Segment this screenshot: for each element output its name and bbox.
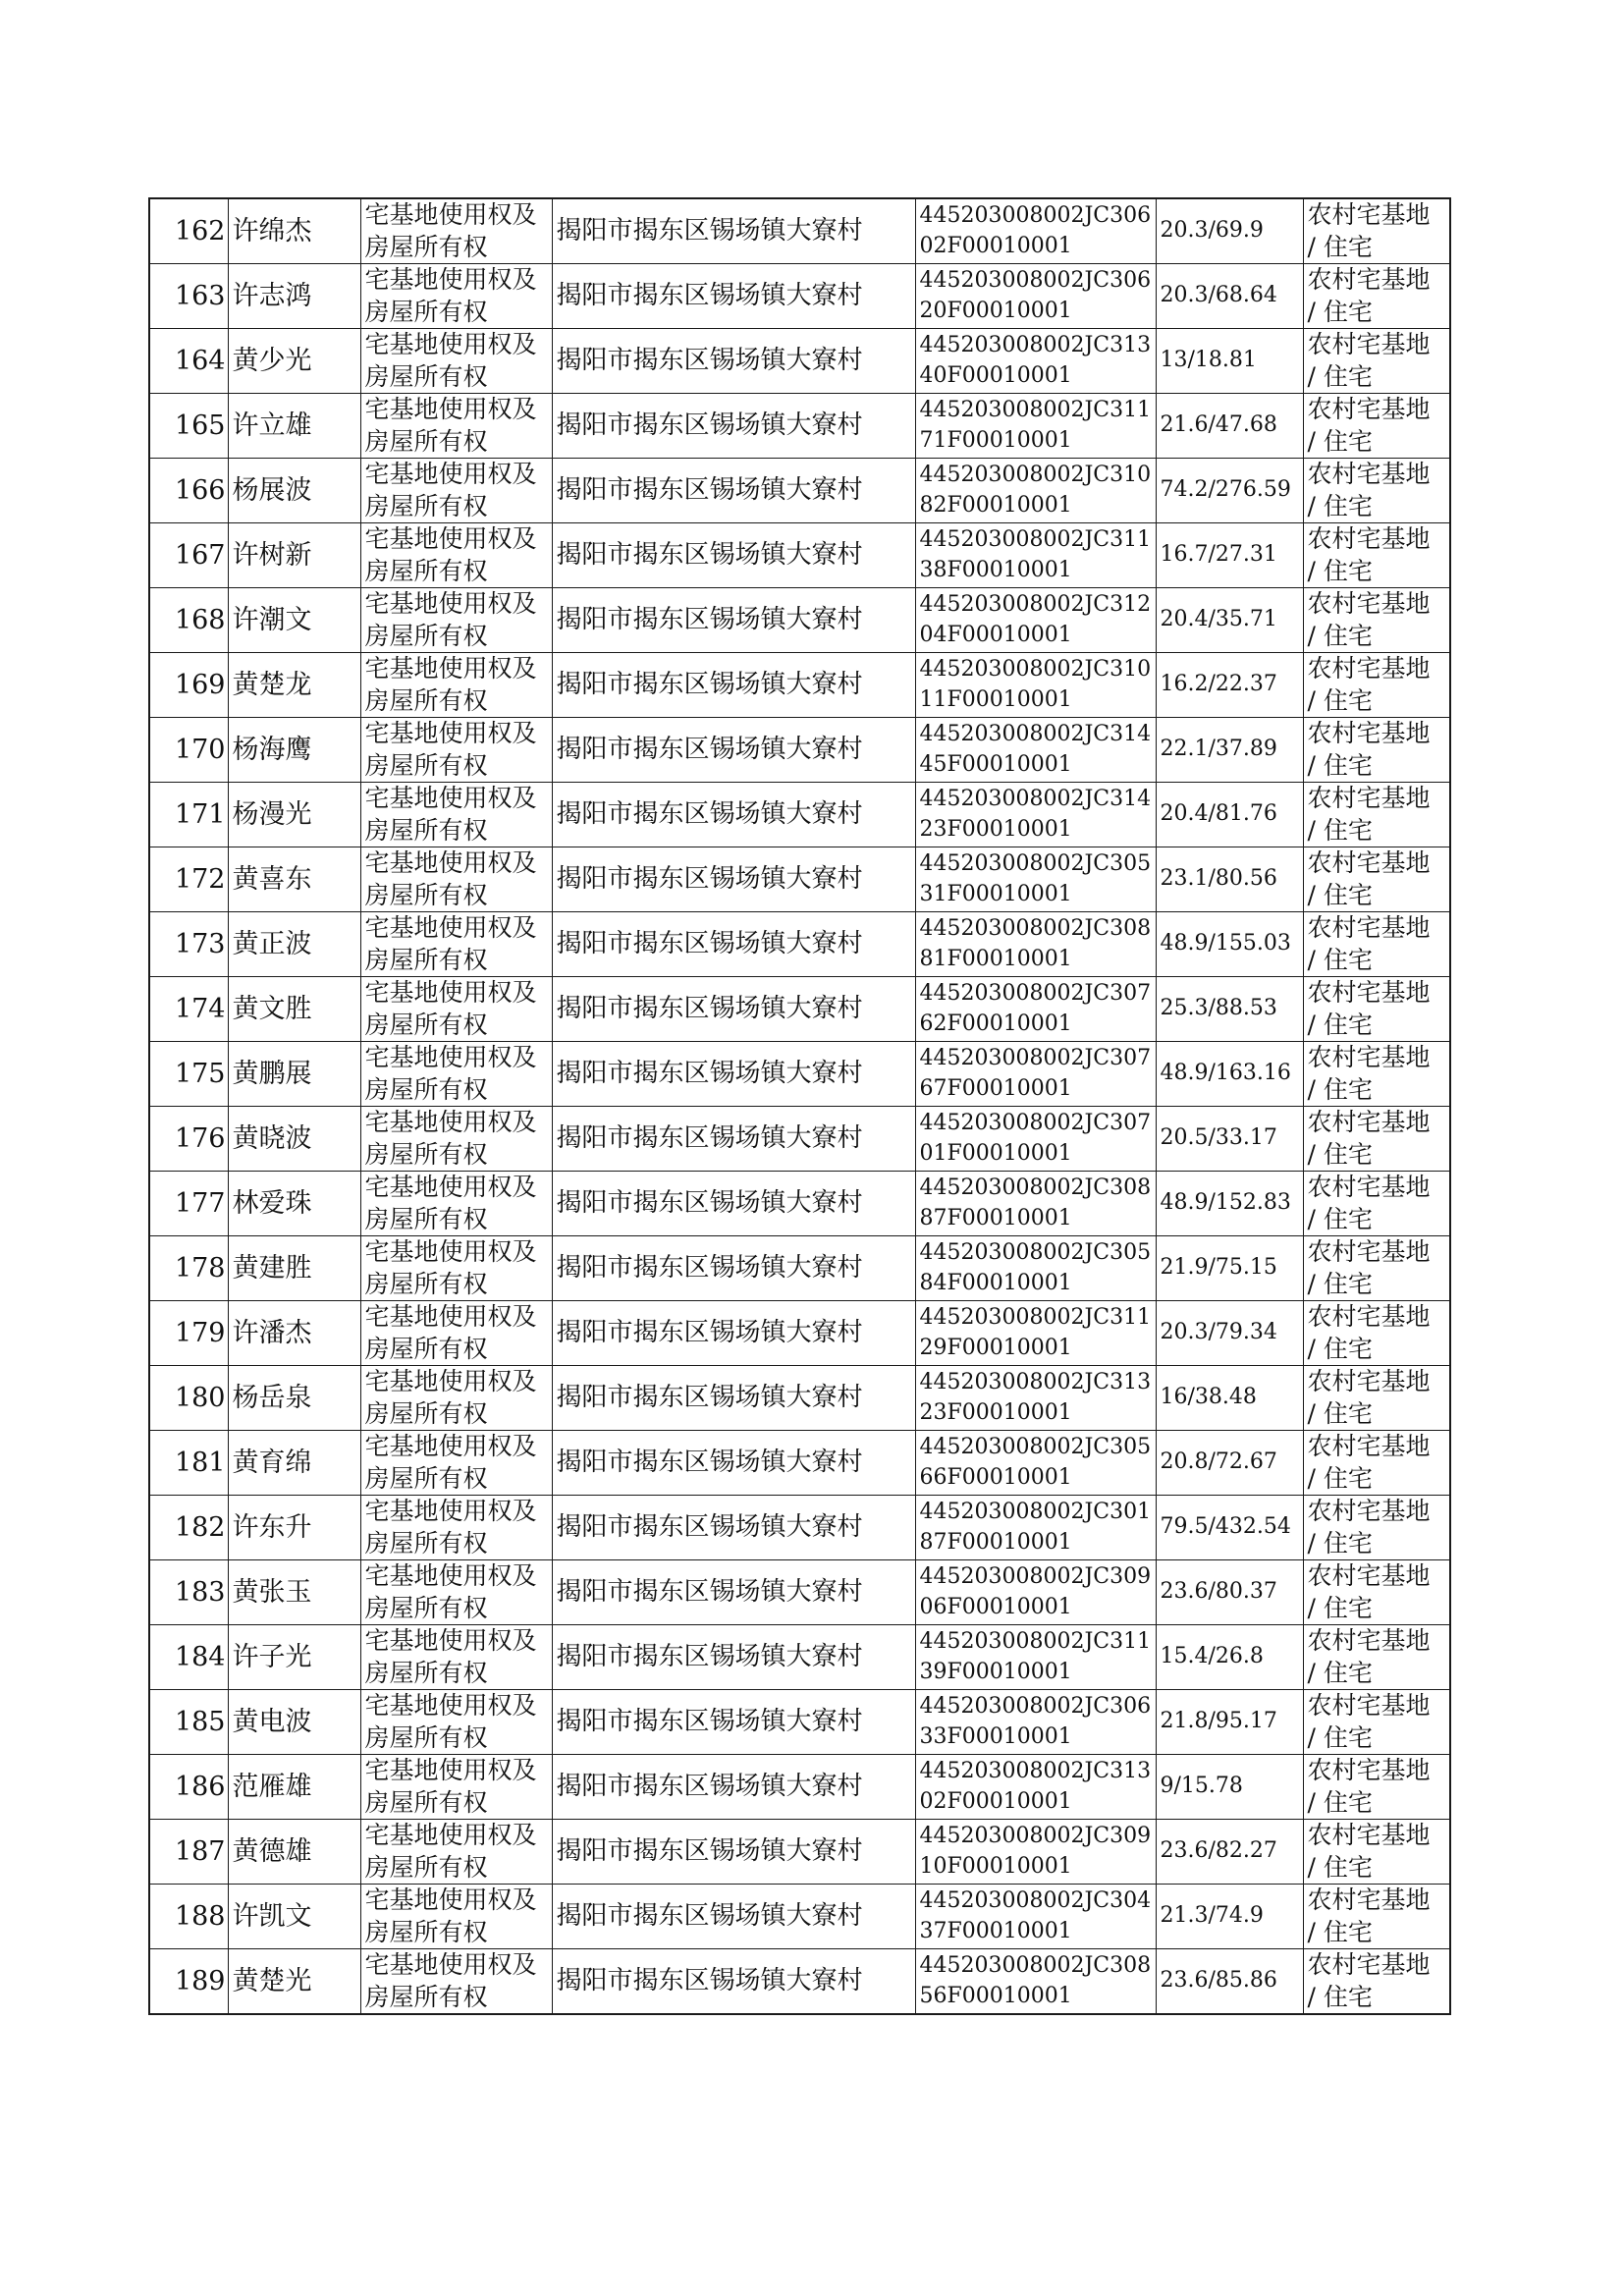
usage-cell: 农村宅基地 / 住宅 bbox=[1303, 1560, 1450, 1625]
area-value-cell: 21.8/95.17 bbox=[1156, 1690, 1303, 1755]
row-number-cell: 165 bbox=[149, 394, 228, 459]
location-cell: 揭阳市揭东区锡场镇大寮村 bbox=[552, 329, 915, 394]
right-type-cell: 宅基地使用权及房屋所有权 bbox=[360, 1560, 552, 1625]
area-value-cell: 22.1/37.89 bbox=[1156, 718, 1303, 783]
location-cell: 揭阳市揭东区锡场镇大寮村 bbox=[552, 1042, 915, 1107]
location-cell: 揭阳市揭东区锡场镇大寮村 bbox=[552, 264, 915, 329]
location-cell: 揭阳市揭东区锡场镇大寮村 bbox=[552, 1366, 915, 1431]
area-value-cell: 16.7/27.31 bbox=[1156, 523, 1303, 588]
row-number-cell: 175 bbox=[149, 1042, 228, 1107]
owner-name-cell: 黄电波 bbox=[228, 1690, 360, 1755]
row-number-cell: 176 bbox=[149, 1107, 228, 1172]
right-type-cell: 宅基地使用权及房屋所有权 bbox=[360, 1625, 552, 1690]
row-number-cell: 177 bbox=[149, 1172, 228, 1236]
table-row bbox=[149, 1560, 1450, 1625]
row-number-cell: 170 bbox=[149, 718, 228, 783]
unit-number-cell: 445203008002JC30887F00010001 bbox=[915, 1172, 1156, 1236]
owner-name-cell: 黄正波 bbox=[228, 912, 360, 977]
location-cell: 揭阳市揭东区锡场镇大寮村 bbox=[552, 1949, 915, 2015]
table-row bbox=[149, 1885, 1450, 1949]
area-value-cell: 23.6/85.86 bbox=[1156, 1949, 1303, 2015]
area-value-cell: 23.6/80.37 bbox=[1156, 1560, 1303, 1625]
right-type-cell: 宅基地使用权及房屋所有权 bbox=[360, 1820, 552, 1885]
area-value-cell: 20.3/79.34 bbox=[1156, 1301, 1303, 1366]
unit-number-cell: 445203008002JC30881F00010001 bbox=[915, 912, 1156, 977]
table-row bbox=[149, 198, 1450, 264]
usage-cell: 农村宅基地 / 住宅 bbox=[1303, 588, 1450, 653]
location-cell: 揭阳市揭东区锡场镇大寮村 bbox=[552, 847, 915, 912]
table-row bbox=[149, 329, 1450, 394]
right-type-cell: 宅基地使用权及房屋所有权 bbox=[360, 1949, 552, 2015]
owner-name-cell: 杨海鹰 bbox=[228, 718, 360, 783]
row-number-cell: 163 bbox=[149, 264, 228, 329]
row-number-cell: 169 bbox=[149, 653, 228, 718]
right-type-cell: 宅基地使用权及房屋所有权 bbox=[360, 783, 552, 847]
row-number-cell: 179 bbox=[149, 1301, 228, 1366]
usage-cell: 农村宅基地 / 住宅 bbox=[1303, 1172, 1450, 1236]
unit-number-cell: 445203008002JC31204F00010001 bbox=[915, 588, 1156, 653]
location-cell: 揭阳市揭东区锡场镇大寮村 bbox=[552, 459, 915, 523]
unit-number-cell: 445203008002JC31423F00010001 bbox=[915, 783, 1156, 847]
unit-number-cell: 445203008002JC30187F00010001 bbox=[915, 1496, 1156, 1560]
area-value-cell: 20.3/69.9 bbox=[1156, 198, 1303, 264]
location-cell: 揭阳市揭东区锡场镇大寮村 bbox=[552, 1560, 915, 1625]
table-row bbox=[149, 1755, 1450, 1820]
right-type-cell: 宅基地使用权及房屋所有权 bbox=[360, 394, 552, 459]
right-type-cell: 宅基地使用权及房屋所有权 bbox=[360, 1301, 552, 1366]
row-number-cell: 184 bbox=[149, 1625, 228, 1690]
location-cell: 揭阳市揭东区锡场镇大寮村 bbox=[552, 653, 915, 718]
unit-number-cell: 445203008002JC31323F00010001 bbox=[915, 1366, 1156, 1431]
owner-name-cell: 杨漫光 bbox=[228, 783, 360, 847]
right-type-cell: 宅基地使用权及房屋所有权 bbox=[360, 1236, 552, 1301]
right-type-cell: 宅基地使用权及房屋所有权 bbox=[360, 459, 552, 523]
table-row bbox=[149, 1949, 1450, 2015]
unit-number-cell: 445203008002JC30633F00010001 bbox=[915, 1690, 1156, 1755]
right-type-cell: 宅基地使用权及房屋所有权 bbox=[360, 198, 552, 264]
location-cell: 揭阳市揭东区锡场镇大寮村 bbox=[552, 1301, 915, 1366]
location-cell: 揭阳市揭东区锡场镇大寮村 bbox=[552, 394, 915, 459]
unit-number-cell: 445203008002JC31445F00010001 bbox=[915, 718, 1156, 783]
unit-number-cell: 445203008002JC31340F00010001 bbox=[915, 329, 1156, 394]
right-type-cell: 宅基地使用权及房屋所有权 bbox=[360, 588, 552, 653]
area-value-cell: 23.6/82.27 bbox=[1156, 1820, 1303, 1885]
right-type-cell: 宅基地使用权及房屋所有权 bbox=[360, 1496, 552, 1560]
usage-cell: 农村宅基地 / 住宅 bbox=[1303, 912, 1450, 977]
owner-name-cell: 许潘杰 bbox=[228, 1301, 360, 1366]
area-value-cell: 23.1/80.56 bbox=[1156, 847, 1303, 912]
owner-name-cell: 黄鹏展 bbox=[228, 1042, 360, 1107]
location-cell: 揭阳市揭东区锡场镇大寮村 bbox=[552, 523, 915, 588]
location-cell: 揭阳市揭东区锡场镇大寮村 bbox=[552, 1755, 915, 1820]
area-value-cell: 16/38.48 bbox=[1156, 1366, 1303, 1431]
table-row bbox=[149, 1236, 1450, 1301]
table-row bbox=[149, 1172, 1450, 1236]
usage-cell: 农村宅基地 / 住宅 bbox=[1303, 1496, 1450, 1560]
usage-cell: 农村宅基地 / 住宅 bbox=[1303, 459, 1450, 523]
row-number-cell: 167 bbox=[149, 523, 228, 588]
unit-number-cell: 445203008002JC30767F00010001 bbox=[915, 1042, 1156, 1107]
unit-number-cell: 445203008002JC30602F00010001 bbox=[915, 198, 1156, 264]
usage-cell: 农村宅基地 / 住宅 bbox=[1303, 329, 1450, 394]
usage-cell: 农村宅基地 / 住宅 bbox=[1303, 977, 1450, 1042]
registry-table bbox=[148, 197, 1451, 2015]
usage-cell: 农村宅基地 / 住宅 bbox=[1303, 1236, 1450, 1301]
area-value-cell: 20.3/68.64 bbox=[1156, 264, 1303, 329]
owner-name-cell: 杨展波 bbox=[228, 459, 360, 523]
row-number-cell: 172 bbox=[149, 847, 228, 912]
table-row bbox=[149, 718, 1450, 783]
unit-number-cell: 445203008002JC30762F00010001 bbox=[915, 977, 1156, 1042]
location-cell: 揭阳市揭东区锡场镇大寮村 bbox=[552, 1625, 915, 1690]
table-row bbox=[149, 783, 1450, 847]
unit-number-cell: 445203008002JC31129F00010001 bbox=[915, 1301, 1156, 1366]
unit-number-cell: 445203008002JC30701F00010001 bbox=[915, 1107, 1156, 1172]
area-value-cell: 20.5/33.17 bbox=[1156, 1107, 1303, 1172]
unit-number-cell: 445203008002JC30584F00010001 bbox=[915, 1236, 1156, 1301]
area-value-cell: 48.9/152.83 bbox=[1156, 1172, 1303, 1236]
owner-name-cell: 许子光 bbox=[228, 1625, 360, 1690]
location-cell: 揭阳市揭东区锡场镇大寮村 bbox=[552, 1820, 915, 1885]
location-cell: 揭阳市揭东区锡场镇大寮村 bbox=[552, 1107, 915, 1172]
right-type-cell: 宅基地使用权及房屋所有权 bbox=[360, 1690, 552, 1755]
unit-number-cell: 445203008002JC30620F00010001 bbox=[915, 264, 1156, 329]
usage-cell: 农村宅基地 / 住宅 bbox=[1303, 1366, 1450, 1431]
unit-number-cell: 445203008002JC31139F00010001 bbox=[915, 1625, 1156, 1690]
location-cell: 揭阳市揭东区锡场镇大寮村 bbox=[552, 1172, 915, 1236]
right-type-cell: 宅基地使用权及房屋所有权 bbox=[360, 1755, 552, 1820]
owner-name-cell: 范雁雄 bbox=[228, 1755, 360, 1820]
row-number-cell: 164 bbox=[149, 329, 228, 394]
usage-cell: 农村宅基地 / 住宅 bbox=[1303, 523, 1450, 588]
table-row bbox=[149, 1431, 1450, 1496]
table-row bbox=[149, 1042, 1450, 1107]
row-number-cell: 183 bbox=[149, 1560, 228, 1625]
usage-cell: 农村宅基地 / 住宅 bbox=[1303, 1690, 1450, 1755]
area-value-cell: 79.5/432.54 bbox=[1156, 1496, 1303, 1560]
row-number-cell: 168 bbox=[149, 588, 228, 653]
table-row bbox=[149, 1496, 1450, 1560]
usage-cell: 农村宅基地 / 住宅 bbox=[1303, 1107, 1450, 1172]
unit-number-cell: 445203008002JC31082F00010001 bbox=[915, 459, 1156, 523]
row-number-cell: 174 bbox=[149, 977, 228, 1042]
table-row bbox=[149, 912, 1450, 977]
usage-cell: 农村宅基地 / 住宅 bbox=[1303, 783, 1450, 847]
owner-name-cell: 黄张玉 bbox=[228, 1560, 360, 1625]
unit-number-cell: 445203008002JC31302F00010001 bbox=[915, 1755, 1156, 1820]
table-row bbox=[149, 1301, 1450, 1366]
area-value-cell: 21.9/75.15 bbox=[1156, 1236, 1303, 1301]
right-type-cell: 宅基地使用权及房屋所有权 bbox=[360, 1042, 552, 1107]
owner-name-cell: 许树新 bbox=[228, 523, 360, 588]
owner-name-cell: 许潮文 bbox=[228, 588, 360, 653]
right-type-cell: 宅基地使用权及房屋所有权 bbox=[360, 1107, 552, 1172]
table-row bbox=[149, 394, 1450, 459]
right-type-cell: 宅基地使用权及房屋所有权 bbox=[360, 977, 552, 1042]
registry-table-body bbox=[149, 198, 1450, 2014]
row-number-cell: 173 bbox=[149, 912, 228, 977]
location-cell: 揭阳市揭东区锡场镇大寮村 bbox=[552, 977, 915, 1042]
location-cell: 揭阳市揭东区锡场镇大寮村 bbox=[552, 718, 915, 783]
right-type-cell: 宅基地使用权及房屋所有权 bbox=[360, 1885, 552, 1949]
table-row bbox=[149, 977, 1450, 1042]
table-row bbox=[149, 1625, 1450, 1690]
area-value-cell: 21.6/47.68 bbox=[1156, 394, 1303, 459]
unit-number-cell: 445203008002JC31138F00010001 bbox=[915, 523, 1156, 588]
row-number-cell: 178 bbox=[149, 1236, 228, 1301]
area-value-cell: 15.4/26.8 bbox=[1156, 1625, 1303, 1690]
table-row bbox=[149, 1366, 1450, 1431]
table-row bbox=[149, 588, 1450, 653]
unit-number-cell: 445203008002JC30531F00010001 bbox=[915, 847, 1156, 912]
area-value-cell: 25.3/88.53 bbox=[1156, 977, 1303, 1042]
location-cell: 揭阳市揭东区锡场镇大寮村 bbox=[552, 783, 915, 847]
owner-name-cell: 许东升 bbox=[228, 1496, 360, 1560]
location-cell: 揭阳市揭东区锡场镇大寮村 bbox=[552, 912, 915, 977]
owner-name-cell: 黄文胜 bbox=[228, 977, 360, 1042]
usage-cell: 农村宅基地 / 住宅 bbox=[1303, 1885, 1450, 1949]
area-value-cell: 20.4/35.71 bbox=[1156, 588, 1303, 653]
table-row bbox=[149, 1107, 1450, 1172]
area-value-cell: 48.9/155.03 bbox=[1156, 912, 1303, 977]
right-type-cell: 宅基地使用权及房屋所有权 bbox=[360, 847, 552, 912]
area-value-cell: 48.9/163.16 bbox=[1156, 1042, 1303, 1107]
right-type-cell: 宅基地使用权及房屋所有权 bbox=[360, 264, 552, 329]
area-value-cell: 9/15.78 bbox=[1156, 1755, 1303, 1820]
owner-name-cell: 黄德雄 bbox=[228, 1820, 360, 1885]
right-type-cell: 宅基地使用权及房屋所有权 bbox=[360, 718, 552, 783]
right-type-cell: 宅基地使用权及房屋所有权 bbox=[360, 1431, 552, 1496]
location-cell: 揭阳市揭东区锡场镇大寮村 bbox=[552, 1431, 915, 1496]
unit-number-cell: 445203008002JC30437F00010001 bbox=[915, 1885, 1156, 1949]
usage-cell: 农村宅基地 / 住宅 bbox=[1303, 1301, 1450, 1366]
usage-cell: 农村宅基地 / 住宅 bbox=[1303, 1431, 1450, 1496]
location-cell: 揭阳市揭东区锡场镇大寮村 bbox=[552, 1885, 915, 1949]
unit-number-cell: 445203008002JC31171F00010001 bbox=[915, 394, 1156, 459]
usage-cell: 农村宅基地 / 住宅 bbox=[1303, 198, 1450, 264]
unit-number-cell: 445203008002JC30856F00010001 bbox=[915, 1949, 1156, 2015]
right-type-cell: 宅基地使用权及房屋所有权 bbox=[360, 523, 552, 588]
area-value-cell: 74.2/276.59 bbox=[1156, 459, 1303, 523]
area-value-cell: 20.8/72.67 bbox=[1156, 1431, 1303, 1496]
owner-name-cell: 黄喜东 bbox=[228, 847, 360, 912]
row-number-cell: 189 bbox=[149, 1949, 228, 2015]
location-cell: 揭阳市揭东区锡场镇大寮村 bbox=[552, 1690, 915, 1755]
unit-number-cell: 445203008002JC31011F00010001 bbox=[915, 653, 1156, 718]
usage-cell: 农村宅基地 / 住宅 bbox=[1303, 1625, 1450, 1690]
usage-cell: 农村宅基地 / 住宅 bbox=[1303, 1042, 1450, 1107]
location-cell: 揭阳市揭东区锡场镇大寮村 bbox=[552, 1496, 915, 1560]
owner-name-cell: 林爱珠 bbox=[228, 1172, 360, 1236]
area-value-cell: 20.4/81.76 bbox=[1156, 783, 1303, 847]
right-type-cell: 宅基地使用权及房屋所有权 bbox=[360, 1366, 552, 1431]
table-row bbox=[149, 847, 1450, 912]
usage-cell: 农村宅基地 / 住宅 bbox=[1303, 718, 1450, 783]
owner-name-cell: 黄楚光 bbox=[228, 1949, 360, 2015]
row-number-cell: 180 bbox=[149, 1366, 228, 1431]
table-row bbox=[149, 1820, 1450, 1885]
unit-number-cell: 445203008002JC30906F00010001 bbox=[915, 1560, 1156, 1625]
owner-name-cell: 黄少光 bbox=[228, 329, 360, 394]
table-row bbox=[149, 653, 1450, 718]
owner-name-cell: 黄晓波 bbox=[228, 1107, 360, 1172]
table-row bbox=[149, 1690, 1450, 1755]
right-type-cell: 宅基地使用权及房屋所有权 bbox=[360, 912, 552, 977]
row-number-cell: 182 bbox=[149, 1496, 228, 1560]
area-value-cell: 21.3/74.9 bbox=[1156, 1885, 1303, 1949]
right-type-cell: 宅基地使用权及房屋所有权 bbox=[360, 329, 552, 394]
row-number-cell: 166 bbox=[149, 459, 228, 523]
row-number-cell: 185 bbox=[149, 1690, 228, 1755]
row-number-cell: 187 bbox=[149, 1820, 228, 1885]
owner-name-cell: 黄育绵 bbox=[228, 1431, 360, 1496]
location-cell: 揭阳市揭东区锡场镇大寮村 bbox=[552, 588, 915, 653]
unit-number-cell: 445203008002JC30566F00010001 bbox=[915, 1431, 1156, 1496]
usage-cell: 农村宅基地 / 住宅 bbox=[1303, 653, 1450, 718]
usage-cell: 农村宅基地 / 住宅 bbox=[1303, 1820, 1450, 1885]
location-cell: 揭阳市揭东区锡场镇大寮村 bbox=[552, 198, 915, 264]
owner-name-cell: 许立雄 bbox=[228, 394, 360, 459]
row-number-cell: 171 bbox=[149, 783, 228, 847]
area-value-cell: 13/18.81 bbox=[1156, 329, 1303, 394]
row-number-cell: 188 bbox=[149, 1885, 228, 1949]
row-number-cell: 181 bbox=[149, 1431, 228, 1496]
usage-cell: 农村宅基地 / 住宅 bbox=[1303, 394, 1450, 459]
usage-cell: 农村宅基地 / 住宅 bbox=[1303, 1949, 1450, 2015]
owner-name-cell: 黄建胜 bbox=[228, 1236, 360, 1301]
area-value-cell: 16.2/22.37 bbox=[1156, 653, 1303, 718]
row-number-cell: 162 bbox=[149, 198, 228, 264]
usage-cell: 农村宅基地 / 住宅 bbox=[1303, 1755, 1450, 1820]
owner-name-cell: 杨岳泉 bbox=[228, 1366, 360, 1431]
owner-name-cell: 许绵杰 bbox=[228, 198, 360, 264]
unit-number-cell: 445203008002JC30910F00010001 bbox=[915, 1820, 1156, 1885]
owner-name-cell: 许凯文 bbox=[228, 1885, 360, 1949]
table-row bbox=[149, 459, 1450, 523]
owner-name-cell: 黄楚龙 bbox=[228, 653, 360, 718]
row-number-cell: 186 bbox=[149, 1755, 228, 1820]
right-type-cell: 宅基地使用权及房屋所有权 bbox=[360, 653, 552, 718]
owner-name-cell: 许志鸿 bbox=[228, 264, 360, 329]
usage-cell: 农村宅基地 / 住宅 bbox=[1303, 847, 1450, 912]
table-row bbox=[149, 264, 1450, 329]
right-type-cell: 宅基地使用权及房屋所有权 bbox=[360, 1172, 552, 1236]
location-cell: 揭阳市揭东区锡场镇大寮村 bbox=[552, 1236, 915, 1301]
table-row bbox=[149, 523, 1450, 588]
usage-cell: 农村宅基地 / 住宅 bbox=[1303, 264, 1450, 329]
